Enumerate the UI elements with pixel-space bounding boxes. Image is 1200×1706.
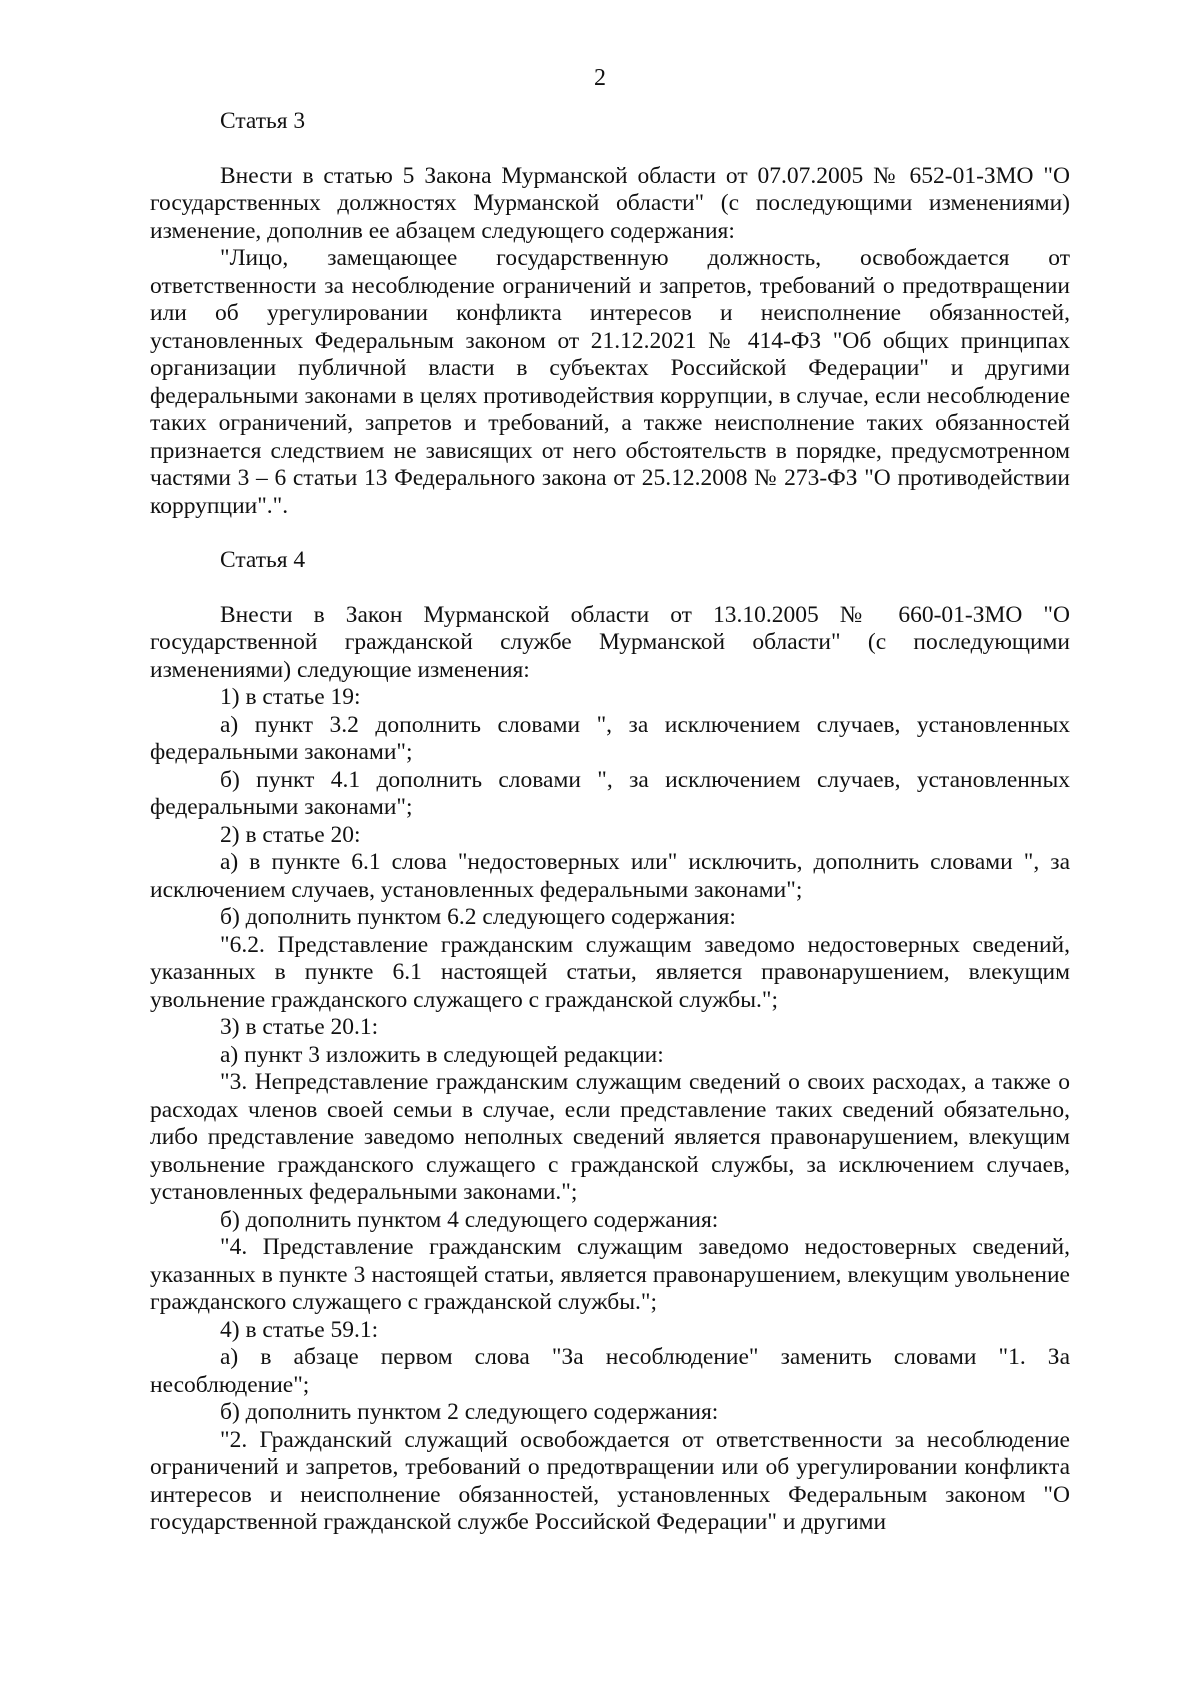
paragraph: "4. Представление гражданским служащим заведомо недостоверных сведений, указанных в пункте 3 настоящей статьи, является правонарушением, влекущим увольнение гражданского служащего с гражданской службы."; [150,1234,1070,1315]
list-item: 3) в статье 20.1: [220,1014,379,1040]
paragraph: а) пункт 3.2 дополнить словами ", за исключением случаев, установленных федеральными законами"; [150,711,1070,765]
paragraph: Внести в статью 5 Закона Мурманской области от 07.07.2005 № 652-01-ЗМО "О государственных должностях Мурманской области" (с последующими изменениями) изменение, дополнив ее абзацем следующего содержания: [150,162,1070,244]
article-heading: Статья 3 [220,108,306,134]
list-item: б) дополнить пунктом 6.2 следующего содержания: [220,904,736,930]
paragraph: а) в абзаце первом слова "За несоблюдение" заменить словами "1. За несоблюдение"; [150,1344,1070,1398]
paragraph: "3. Непредставление гражданским служащим сведений о своих расходах, а также о расходах членов своей семьи в случае, если представление таких сведений обязательно, либо представление заведомо неполных сведений является правонарушением, влекущим увольнение гражданского служащего с гражданской службы, за исключением случаев, установленных федеральными законами."; [150,1069,1070,1205]
paragraph: "2. Гражданский служащий освобождается от ответственности за несоблюдение ограничений и запретов, требований о предотвращении или об урегулировании конфликта интересов и неисполнение обязанностей, установленных Федеральным законом "О государственной гражданской службе Российской Федерации" и другими [150,1426,1070,1535]
list-item: 4) в статье 59.1: [220,1316,379,1343]
paragraph: Внести в Закон Мурманской области от 13.10.2005 № 660-01-ЗМО "О государственной гражданской службе Мурманской области" (с последующими изменениями) следующие изменения: [150,601,1070,683]
list-item: 1) в статье 19: [220,684,361,710]
article-4 [150,547,1070,1537]
list-item: б) дополнить пунктом 4 следующего содержания: [220,1206,719,1233]
paragraph: "6.2. Представление гражданским служащим заведомо недостоверных сведений, указанных в пункте 6.1 настоящей статьи, является правонарушением, влекущим увольнение гражданского служащего с гражданской службы."; [150,931,1070,1013]
document-body [150,108,1070,1537]
list-item: а) пункт 3 изложить в следующей редакции: [220,1041,664,1068]
page-number: 2 [594,65,606,91]
list-item: 2) в статье 20: [220,821,361,848]
paragraph: а) в пункте 6.1 слова "недостоверных или" исключить, дополнить словами ", за исключением случаев, установленных федеральными законами"; [150,849,1070,903]
list-item: б) дополнить пунктом 2 следующего содержания: [220,1399,719,1425]
article-heading: Статья 4 [220,547,306,573]
article-3 [150,108,1070,520]
paragraph: б) пункт 4.1 дополнить словами ", за исключением случаев, установленных федеральными законами"; [150,766,1070,820]
paragraph: "Лицо, замещающее государственную должность, освобождается от ответственности за несоблюдение ограничений и запретов, требований о предотвращении или об урегулировании конфликта интересов и неисполнение обязанностей, установленных Федеральным законом от 21.12.2021 № 414-ФЗ "Об общих принципах организации публичной власти в субъектах Российской Федерации" и другими федеральными законами в целях противодействия коррупции, в случае, если несоблюдение таких ограничений, запретов и требований, а также неисполнение таких обязанностей признается следствием не зависящих от него обстоятельств в порядке, предусмотренном частями 3 – 6 статьи 13 Федерального закона от 25.12.2008 № 273-ФЗ "О противодействии коррупции".". [150,245,1070,519]
